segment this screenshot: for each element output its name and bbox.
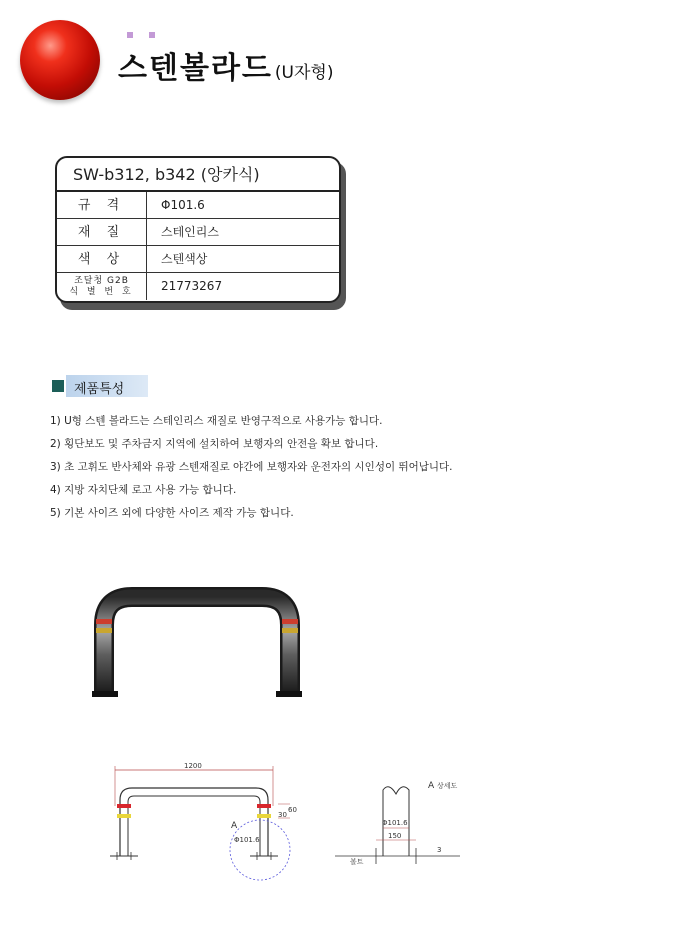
title-main: 스텐볼라드	[118, 51, 273, 86]
spec-label: 색 상	[57, 246, 147, 272]
section-marker: A	[231, 821, 238, 831]
dimension-band-gap: 60	[288, 806, 297, 814]
spec-table	[55, 156, 341, 303]
features-heading: 제품특성	[74, 382, 125, 397]
red-ball-logo	[20, 20, 100, 100]
reflector-band-yellow	[96, 628, 112, 633]
pipe-diameter: Φ101.6	[234, 836, 260, 844]
feature-item: 1) U형 스텐 볼라드는 스테인리스 재질로 반영구적으로 사용가능 합니다.	[50, 415, 383, 427]
reflector-band-yellow	[282, 628, 298, 633]
spec-label-line1: 조달청 G2B	[74, 276, 129, 286]
base-plate	[276, 691, 302, 697]
bolt-label: 볼트	[350, 858, 364, 866]
spec-row-material	[57, 219, 339, 246]
detail-pipe-diameter: Φ101.6	[382, 819, 408, 827]
features-square-icon	[52, 380, 64, 392]
technical-drawing	[100, 760, 490, 890]
base-plate	[92, 691, 118, 697]
detail-title: 상세도	[437, 782, 458, 790]
title-subtitle: (U자형)	[274, 63, 334, 83]
spec-row-id	[57, 273, 339, 300]
page-title	[118, 43, 333, 87]
feature-item: 5) 기본 사이즈 외에 다양한 사이즈 제작 가능 합니다.	[50, 507, 294, 519]
spec-value: 스텐색상	[161, 252, 208, 266]
spec-label-line2: 식 별 번 호	[69, 287, 134, 297]
dimension-band: 30	[278, 811, 287, 819]
spec-label	[57, 273, 147, 300]
detail-marker: A	[428, 781, 435, 791]
spec-model: SW-b312, b342 (앙카식)	[57, 158, 339, 192]
feature-item: 4) 지방 자치단체 로고 사용 가능 합니다.	[50, 484, 237, 496]
spec-value: 스테인리스	[161, 225, 219, 239]
spec-label: 재 질	[57, 219, 147, 245]
feature-item: 3) 초 고휘도 반사체와 유광 스텐재질로 야간에 보행자와 운전자의 시인성이 뛰어납니다.	[50, 461, 453, 473]
spec-value: 21773267	[161, 279, 223, 293]
detail-depth: 3	[437, 846, 442, 854]
dimension-width: 1200	[184, 762, 202, 770]
spec-value: Φ101.6	[161, 198, 205, 212]
spec-label: 규 격	[57, 192, 147, 218]
spec-row-size	[57, 192, 339, 219]
decorative-dots	[127, 32, 167, 40]
feature-item: 2) 횡단보도 및 주차금지 지역에 설치하여 보행자의 안전을 확보 합니다.	[50, 438, 379, 450]
spec-row-color	[57, 246, 339, 273]
reflector-band-red	[282, 619, 298, 624]
bollard-product-photo	[70, 575, 310, 705]
detail-width: 150	[388, 832, 402, 840]
reflector-band-red	[96, 619, 112, 624]
